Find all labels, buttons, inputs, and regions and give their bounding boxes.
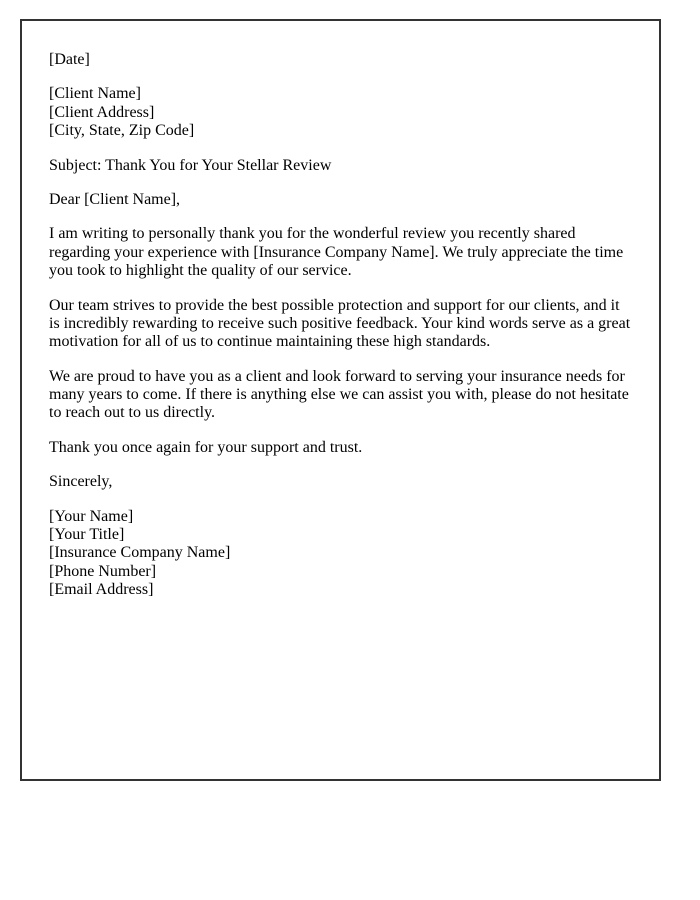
letter-date: [Date]	[49, 51, 90, 68]
signature-email: [Email Address]	[49, 581, 154, 599]
body-paragraph-4: Thank you once again for your support and trust.	[49, 438, 363, 456]
recipient-block	[49, 85, 632, 140]
body-paragraph-2: Our team strives to provide the best possible protection and support for our clients, and it is incredibly rewarding to receive such positive feedback. Your kind words serve as a great motivation for all of us to continue maintaining these high standards.	[49, 296, 631, 351]
signature-name: [Your Name]	[49, 507, 134, 525]
recipient-address: [Client Address]	[49, 103, 155, 121]
signature-phone: [Phone Number]	[49, 562, 157, 580]
salutation: Dear [Client Name],	[49, 190, 181, 208]
letter-page	[20, 19, 661, 781]
signature-company: [Insurance Company Name]	[49, 544, 231, 562]
signature-block	[49, 508, 632, 600]
body-paragraph-3: We are proud to have you as a client and look forward to serving your insurance needs for many years to come. If there is anything else we can assist you with, please do not hesitate to reach out to us directly.	[49, 367, 629, 422]
signature-title: [Your Title]	[49, 526, 125, 544]
body-paragraph-1: I am writing to personally thank you for the wonderful review you recently shared regarding your experience with [Insurance Company Name]. We truly appreciate the time you took to highlight the quality of our service.	[49, 225, 624, 280]
recipient-city-state-zip: [City, State, Zip Code]	[49, 122, 195, 140]
recipient-name: [Client Name]	[49, 85, 141, 103]
subject-line: Subject: Thank You for Your Stellar Review	[49, 156, 332, 174]
closing: Sincerely,	[49, 473, 113, 491]
